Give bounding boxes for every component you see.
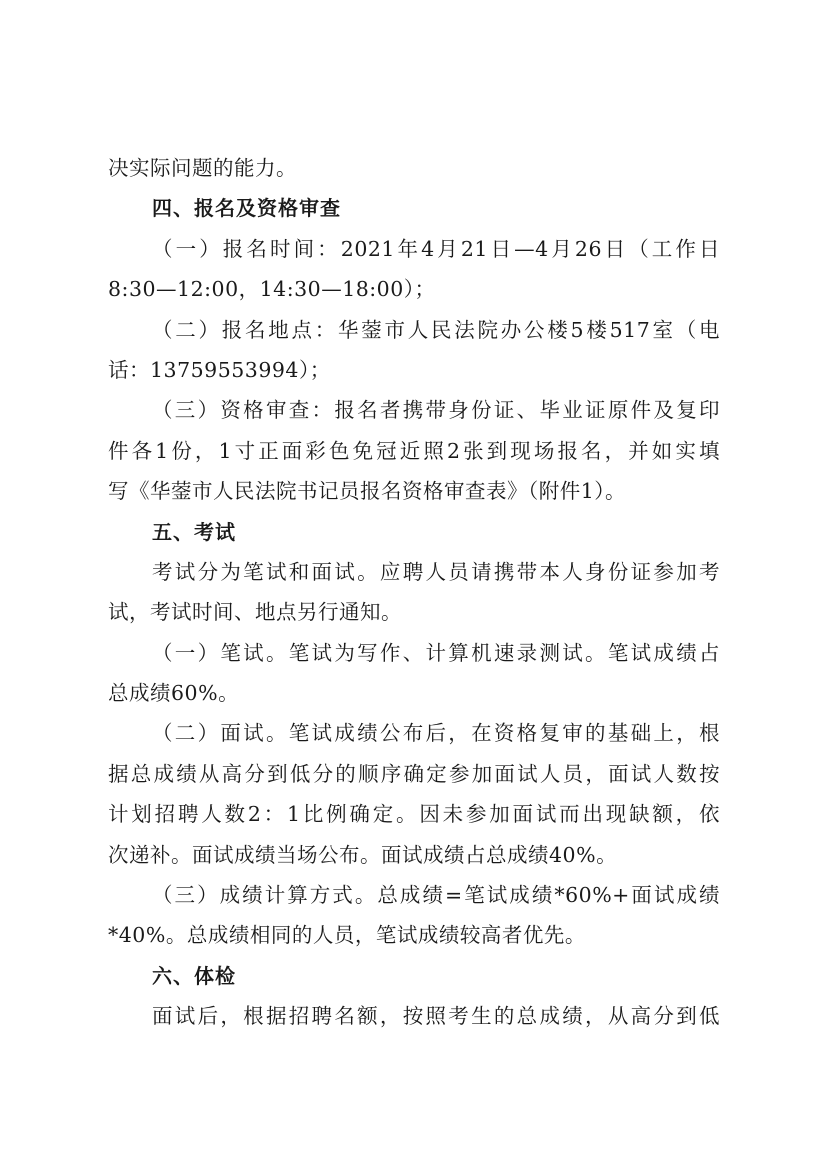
paragraph-line: 试，考试时间、地点另行通知。: [108, 600, 402, 625]
paragraph-line: （三）成绩计算方式。总成绩=笔试成绩*60%+面试成绩: [152, 883, 720, 908]
paragraph-line: 总成绩60%。: [108, 681, 240, 706]
paragraph-line: 次递补。面试成绩当场公布。面试成绩占总成绩40%。: [108, 842, 618, 867]
paragraph-line: 件各1份，1寸正面彩色免冠近照2张到现场报名，并如实填: [108, 438, 720, 463]
paragraph-line: （三）资格审查：报名者携带身份证、毕业证原件及复印: [152, 398, 720, 423]
paragraph-line: （二）报名地点：华蓥市人民法院办公楼5楼517室（电: [152, 317, 720, 342]
paragraph-line: 8:30—12:00，14:30—18:00）；: [108, 277, 436, 302]
paragraph-line: 面试后，根据招聘名额，按照考生的总成绩，从高分到低: [152, 1004, 720, 1029]
document-page: [108, 148, 720, 1037]
paragraph-line: *40%。总成绩相同的人员，笔试成绩较高者优先。: [108, 923, 586, 948]
paragraph-line: 话：13759553994）；: [108, 357, 331, 382]
paragraph-line: 计划招聘人数2：1比例确定。因未参加面试而出现缺额，依: [108, 802, 720, 827]
paragraph-line: （一）报名时间：2021年4月21日—4月26日（工作日: [152, 236, 720, 261]
section-heading: 五、考试: [152, 519, 236, 544]
paragraph-line: （一）笔试。笔试为写作、计算机速录测试。笔试成绩占: [152, 640, 720, 665]
paragraph-line: （二）面试。笔试成绩公布后，在资格复审的基础上，根: [152, 721, 720, 746]
paragraph-line: 考试分为笔试和面试。应聘人员请携带本人身份证参加考: [152, 559, 720, 584]
section-heading: 六、体检: [152, 963, 236, 988]
paragraph-line: 决实际问题的能力。: [108, 156, 297, 180]
section-heading: 四、报名及资格审查: [152, 196, 341, 221]
paragraph-line: 写《华蓥市人民法院书记员报名资格审查表》（附件1）。: [108, 479, 627, 504]
paragraph-line: 据总成绩从高分到低分的顺序确定参加面试人员，面试人数按: [108, 761, 720, 786]
